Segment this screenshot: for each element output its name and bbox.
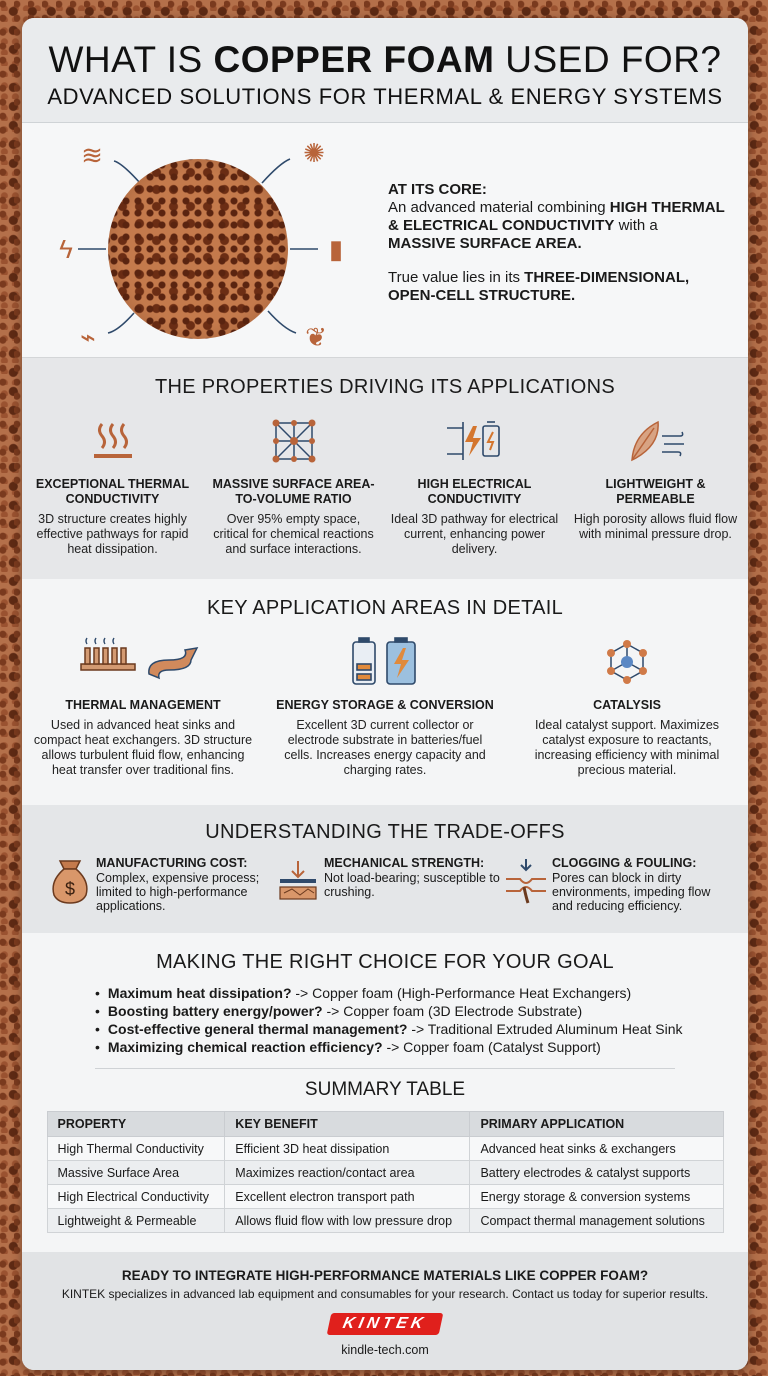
table-cell: Allows fluid flow with low pressure drop [225, 1209, 470, 1233]
tradeoff-text: Pores can block in dirty environments, impeding flow and reducing efficiency. [552, 871, 711, 913]
table-cell: High Thermal Conductivity [47, 1137, 225, 1161]
tradeoffs-title: UNDERSTANDING THE TRADE-OFFS [205, 821, 565, 843]
application-thermal [22, 632, 264, 778]
footer-description: KINTEK specializes in advanced lab equipment and consumables for your research. Contact us today for superior results. [61, 1287, 709, 1301]
table-row [47, 1161, 723, 1185]
choice-question: Maximum heat dissipation? [107, 985, 292, 1001]
properties-section [22, 357, 748, 579]
table-cell: Energy storage & conversion systems [470, 1185, 723, 1209]
table-row [47, 1185, 723, 1209]
crush-icon [272, 856, 324, 906]
hero-line1-a: An advanced material combining [388, 199, 610, 216]
tradeoff-cost [44, 856, 272, 913]
lightning-icon: ϟ [59, 233, 73, 264]
applications-section [22, 579, 748, 805]
tradeoff-title: MANUFACTURING COST: [96, 856, 248, 870]
summary-table [47, 1111, 724, 1233]
property-electrical [384, 411, 565, 557]
heat-waves-icon [28, 411, 197, 471]
table-row [47, 1209, 723, 1233]
heat-exchanger-icon [30, 632, 256, 692]
list-item [95, 984, 748, 1002]
tradeoff-clogging [500, 856, 728, 913]
table-cell: Massive Surface Area [47, 1161, 225, 1185]
svg-text:$: $ [64, 879, 76, 899]
table-title: SUMMARY TABLE [304, 1079, 466, 1100]
website-link[interactable]: kindle-tech.com [341, 1343, 429, 1357]
table-row [47, 1137, 723, 1161]
tradeoff-strength [272, 856, 500, 913]
choice-answer: -> Copper foam (3D Electrode Substrate) [322, 1003, 583, 1019]
choice-answer: -> Copper foam (High-Performance Heat Exchangers) [291, 985, 632, 1001]
hero-line1-c: with a [614, 217, 658, 234]
feather-icon [571, 411, 740, 471]
lattice-icon [209, 411, 378, 471]
hero-section [22, 122, 748, 357]
table-cell: Battery electrodes & catalyst supports [470, 1161, 723, 1185]
battery-bolt-icon [390, 411, 559, 471]
battery-icon: ▮ [328, 233, 344, 264]
clog-icon [500, 856, 552, 906]
heat-waves-icon: ≋ [81, 139, 103, 170]
choice-list [95, 984, 748, 1056]
property-title: EXCEPTIONAL THERMAL CONDUCTIVITY [35, 477, 190, 506]
property-lightweight [565, 411, 746, 557]
table-header: KEY BENEFIT [225, 1112, 470, 1137]
property-surface [203, 411, 384, 557]
property-title: MASSIVE SURFACE AREA-TO-VOLUME RATIO [212, 477, 375, 506]
application-text: Ideal catalyst support. Maximizes catalyst exposure to reactants, increasing efficiency with minimal precious material. [534, 718, 720, 777]
money-bag-icon [44, 856, 96, 906]
page-subtitle: ADVANCED SOLUTIONS FOR THERMAL & ENERGY SYSTEMS [47, 84, 723, 109]
application-catalysis [506, 632, 748, 778]
title-bold: COPPER FOAM [213, 39, 495, 80]
table-cell: Efficient 3D heat dissipation [225, 1137, 470, 1161]
hero-lead: AT ITS CORE: [388, 181, 487, 198]
list-item [95, 1002, 748, 1020]
molecule-icon [514, 632, 740, 692]
table-cell: Lightweight & Permeable [47, 1209, 225, 1233]
hero-text [388, 181, 728, 305]
kintek-logo[interactable]: KINTEK [327, 1313, 443, 1335]
list-item [95, 1038, 748, 1056]
property-text: High porosity allows fluid flow with minimal pressure drop. [573, 512, 738, 541]
property-title: HIGH ELECTRICAL CONDUCTIVITY [417, 477, 532, 506]
applications-title: KEY APPLICATION AREAS IN DETAIL [206, 597, 564, 619]
copper-foam-image [108, 159, 288, 339]
tradeoff-title: CLOGGING & FOULING: [552, 856, 697, 870]
table-cell: Advanced heat sinks & exchangers [470, 1137, 723, 1161]
battery-bolt-icon: ⌁ [80, 321, 96, 352]
footer [22, 1252, 748, 1370]
property-thermal [22, 411, 203, 557]
application-title: ENERGY STORAGE & CONVERSION [276, 698, 494, 712]
application-title: CATALYSIS [593, 698, 661, 712]
table-header-row [47, 1112, 723, 1137]
page-title [22, 40, 748, 80]
choice-question: Maximizing chemical reaction efficiency? [107, 1039, 383, 1055]
tradeoff-title: MECHANICAL STRENGTH: [324, 856, 485, 870]
properties-title: THE PROPERTIES DRIVING ITS APPLICATIONS [155, 376, 615, 398]
title-post: USED FOR? [494, 39, 722, 80]
tradeoff-text: Not load-bearing; susceptible to crushing. [324, 871, 500, 899]
application-text: Used in advanced heat sinks and compact heat exchangers. 3D structure allows turbulent fluid flow, enhancing heat transfer over traditional fins. [33, 718, 253, 777]
divider [95, 1068, 675, 1069]
application-text: Excellent 3D current collector or electrode substrate in batteries/fuel cells. Increases energy capacity and charging rates. [284, 718, 486, 777]
table-cell: High Electrical Conductivity [47, 1185, 225, 1209]
battery-icon [272, 632, 498, 692]
property-text: 3D structure creates highly effective pathways for rapid heat dissipation. [36, 512, 189, 556]
table-cell: Compact thermal management solutions [470, 1209, 723, 1233]
table-cell: Maximizes reaction/contact area [225, 1161, 470, 1185]
feather-icon: ❦ [305, 321, 327, 352]
application-title: THERMAL MANAGEMENT [65, 698, 221, 712]
lattice-icon: ✺ [303, 137, 325, 168]
hero-line1-d: MASSIVE SURFACE AREA. [388, 235, 582, 252]
choice-answer: -> Copper foam (Catalyst Support) [382, 1039, 601, 1055]
choice-title: MAKING THE RIGHT CHOICE FOR YOUR GOAL [156, 951, 614, 973]
table-header: PROPERTY [47, 1112, 225, 1137]
property-text: Over 95% empty space, critical for chemical reactions and surface interactions. [213, 512, 374, 556]
title-pre: WHAT IS [48, 39, 214, 80]
footer-cta: READY TO INTEGRATE HIGH-PERFORMANCE MATERIALS LIKE COPPER FOAM? [121, 1268, 649, 1283]
header [22, 18, 748, 122]
hero-line1-b: HIGH THERMAL & ELECTRICAL CONDUCTIVITY [388, 199, 725, 234]
infographic-card [22, 18, 748, 1370]
choice-section [22, 933, 748, 1253]
hero-line2-a: True value lies in its [388, 269, 525, 286]
tradeoff-text: Complex, expensive process; limited to high-performance applications. [96, 871, 260, 913]
table-cell: Excellent electron transport path [225, 1185, 470, 1209]
property-text: Ideal 3D pathway for electrical current, enhancing power delivery. [390, 512, 559, 556]
hero-line2-b: THREE-DIMENSIONAL, OPEN-CELL STRUCTURE. [388, 269, 690, 304]
list-item [95, 1020, 748, 1038]
choice-question: Cost-effective general thermal management? [107, 1021, 408, 1037]
tradeoffs-section [22, 805, 748, 933]
choice-answer: -> Traditional Extruded Aluminum Heat Sink [407, 1021, 683, 1037]
property-title: LIGHTWEIGHT & PERMEABLE [605, 477, 706, 506]
application-energy [264, 632, 506, 778]
choice-question: Boosting battery energy/power? [107, 1003, 323, 1019]
table-header: PRIMARY APPLICATION [470, 1112, 723, 1137]
